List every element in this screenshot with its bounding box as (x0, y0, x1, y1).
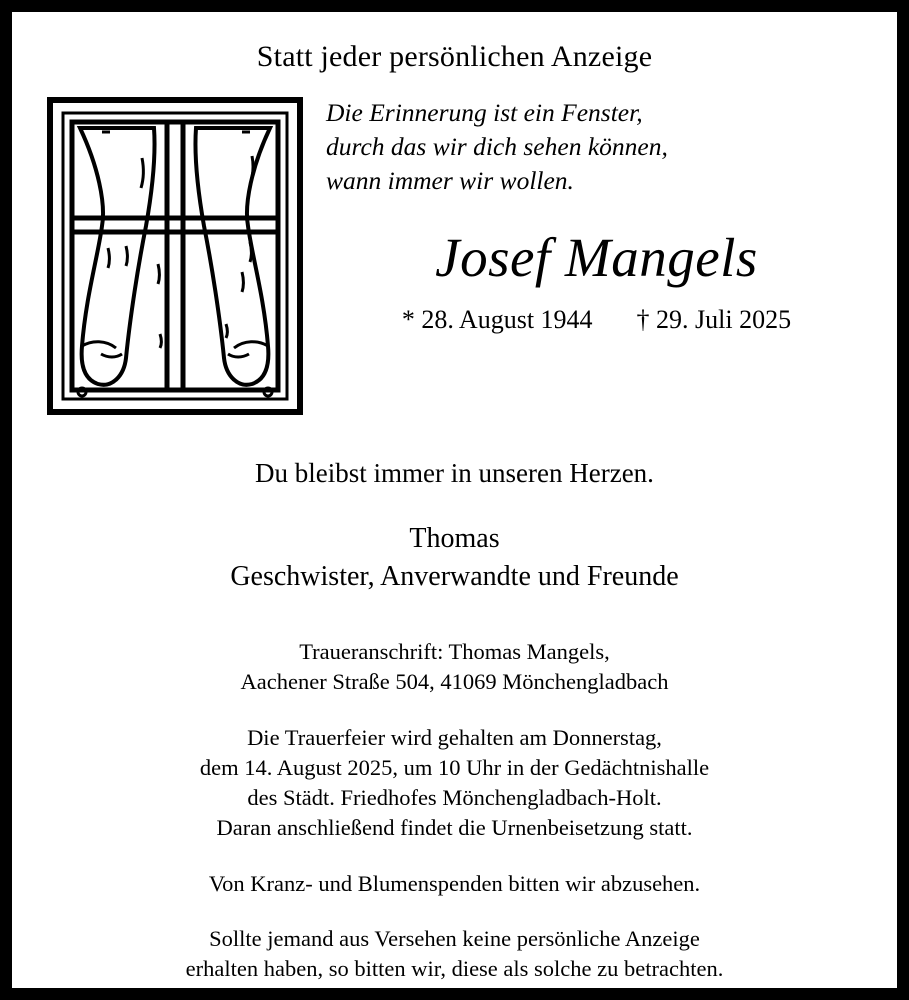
memorial-verse (322, 96, 871, 198)
window-with-curtains-icon (38, 90, 316, 416)
address-line-2: Aachener Straße 504, 41069 Mönchengladbach (240, 668, 669, 694)
service-line-4: Daran anschließend findet die Urnenbeisetzung statt. (216, 814, 693, 840)
service-line-3: des Städt. Friedhofes Mönchengladbach-Holt. (247, 784, 662, 810)
life-dates (322, 305, 871, 335)
verse-line-3: wann immer wir wollen. (326, 165, 574, 195)
mourning-section (38, 416, 871, 593)
obituary-frame (9, 9, 900, 991)
service-line-2: dem 14. August 2025, um 10 Uhr in der Gedächtnishalle (199, 754, 710, 780)
page-title: Statt jeder persönlichen Anzeige (256, 40, 653, 73)
birth-date: * 28. August 1944 (401, 304, 593, 334)
condolence-address (38, 637, 871, 697)
funeral-service-details (38, 723, 871, 843)
flowers-request (38, 869, 871, 899)
verse-line-1: Die Erinnerung ist ein Fenster, (326, 98, 643, 127)
address-line-1: Traueranschrift: Thomas Mangels, (299, 639, 610, 664)
service-line-1: Die Trauerfeier wird gehalten am Donnerstag, (247, 724, 662, 750)
deceased-name: Josef Mangels (435, 226, 758, 288)
mourner-group: Geschwister, Anverwandte und Freunde (230, 561, 679, 592)
general-notice (38, 924, 871, 984)
flowers-line-1: Von Kranz- und Blumenspenden bitten wir abzusehen. (208, 870, 701, 896)
notice-line-1: Sollte jemand aus Versehen keine persönliche Anzeige (209, 926, 700, 952)
mourner-primary: Thomas (409, 523, 500, 554)
death-date: † 29. Juli 2025 (636, 304, 792, 334)
top-section (38, 90, 871, 416)
inscription-column (316, 90, 871, 335)
farewell-line: Du bleibst immer in unseren Herzen. (255, 458, 654, 488)
verse-line-2: durch das wir dich sehen können, (326, 131, 668, 161)
notice-line-2: erhalten haben, so bitten wir, diese als solche zu betrachten. (185, 956, 724, 982)
